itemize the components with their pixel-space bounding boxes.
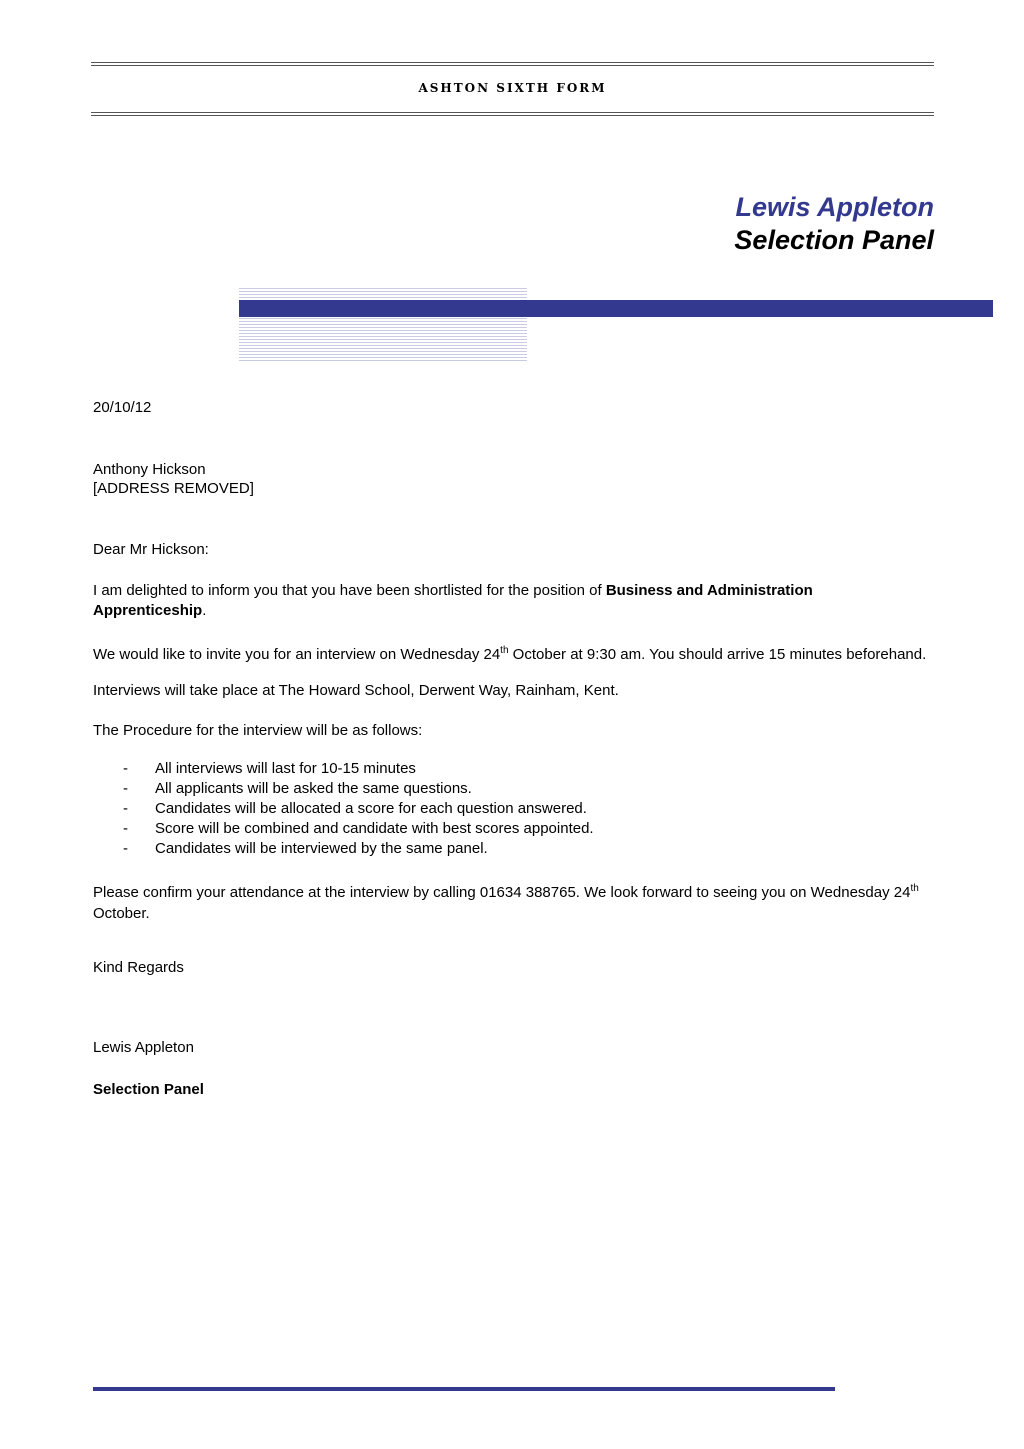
letter-date: 20/10/12 (93, 399, 152, 416)
list-item-text: Candidates will be interviewed by the same panel. (155, 840, 488, 857)
sign-off: Kind Regards (93, 959, 184, 976)
salutation: Dear Mr Hickson: (93, 541, 209, 558)
list-item-text: All applicants will be asked the same questions. (155, 780, 472, 797)
paragraph-invitation (93, 641, 928, 665)
signature-name: Lewis Appleton (93, 1039, 194, 1056)
bullet-dash: - (123, 800, 128, 817)
list-item (93, 839, 594, 859)
bullet-dash: - (123, 820, 128, 837)
list-item (93, 799, 594, 819)
invitation-text-2: October at 9:30 am. You should arrive 15 minutes beforehand. (508, 646, 927, 663)
list-item-text: All interviews will last for 10-15 minutes (155, 760, 416, 777)
list-item (93, 819, 594, 839)
header-rule-bottom-1 (91, 112, 934, 113)
confirm-text-2: October. (93, 905, 150, 922)
confirm-text-1: Please confirm your attendance at the interview by calling 01634 388765. We look forward to seeing you on Wednesday 24 (93, 884, 911, 901)
list-item-text: Candidates will be allocated a score for each question answered. (155, 800, 587, 817)
procedure-intro: The Procedure for the interview will be as follows: (93, 722, 423, 739)
procedure-list (93, 759, 594, 859)
letterhead-title: ASHTON SIXTH FORM (418, 81, 607, 95)
paragraph-shortlisted-text: I am delighted to inform you that you have been shortlisted for the position of (93, 582, 606, 599)
sender-role: Selection Panel (734, 225, 934, 255)
paragraph-location: Interviews will take place at The Howard School, Derwent Way, Rainham, Kent. (93, 682, 619, 699)
invitation-ordinal: th (500, 645, 509, 656)
bullet-dash: - (123, 840, 128, 857)
bullet-dash: - (123, 760, 128, 777)
bullet-dash: - (123, 780, 128, 797)
header-rule-top-1 (91, 62, 934, 63)
recipient-name: Anthony Hickson (93, 461, 206, 478)
paragraph-shortlisted-end: . (202, 602, 207, 619)
footer-band (93, 1387, 835, 1391)
paragraph-confirm (93, 878, 928, 924)
sender-name: Lewis Appleton (735, 192, 934, 222)
decorative-band (239, 300, 993, 317)
list-item (93, 779, 594, 799)
signature-role: Selection Panel (93, 1081, 204, 1098)
confirm-ordinal: th (910, 883, 919, 894)
paragraph-shortlisted (93, 581, 928, 621)
header-rule-bottom-2 (91, 115, 934, 116)
list-item (93, 759, 594, 779)
invitation-text-1: We would like to invite you for an interview on Wednesday 24 (93, 646, 501, 663)
position-title: Business and Administration Apprenticeship (93, 582, 813, 619)
recipient-address: [ADDRESS REMOVED] (93, 480, 254, 497)
list-item-text: Score will be combined and candidate with best scores appointed. (155, 820, 594, 837)
header-rule-top-2 (91, 65, 934, 66)
